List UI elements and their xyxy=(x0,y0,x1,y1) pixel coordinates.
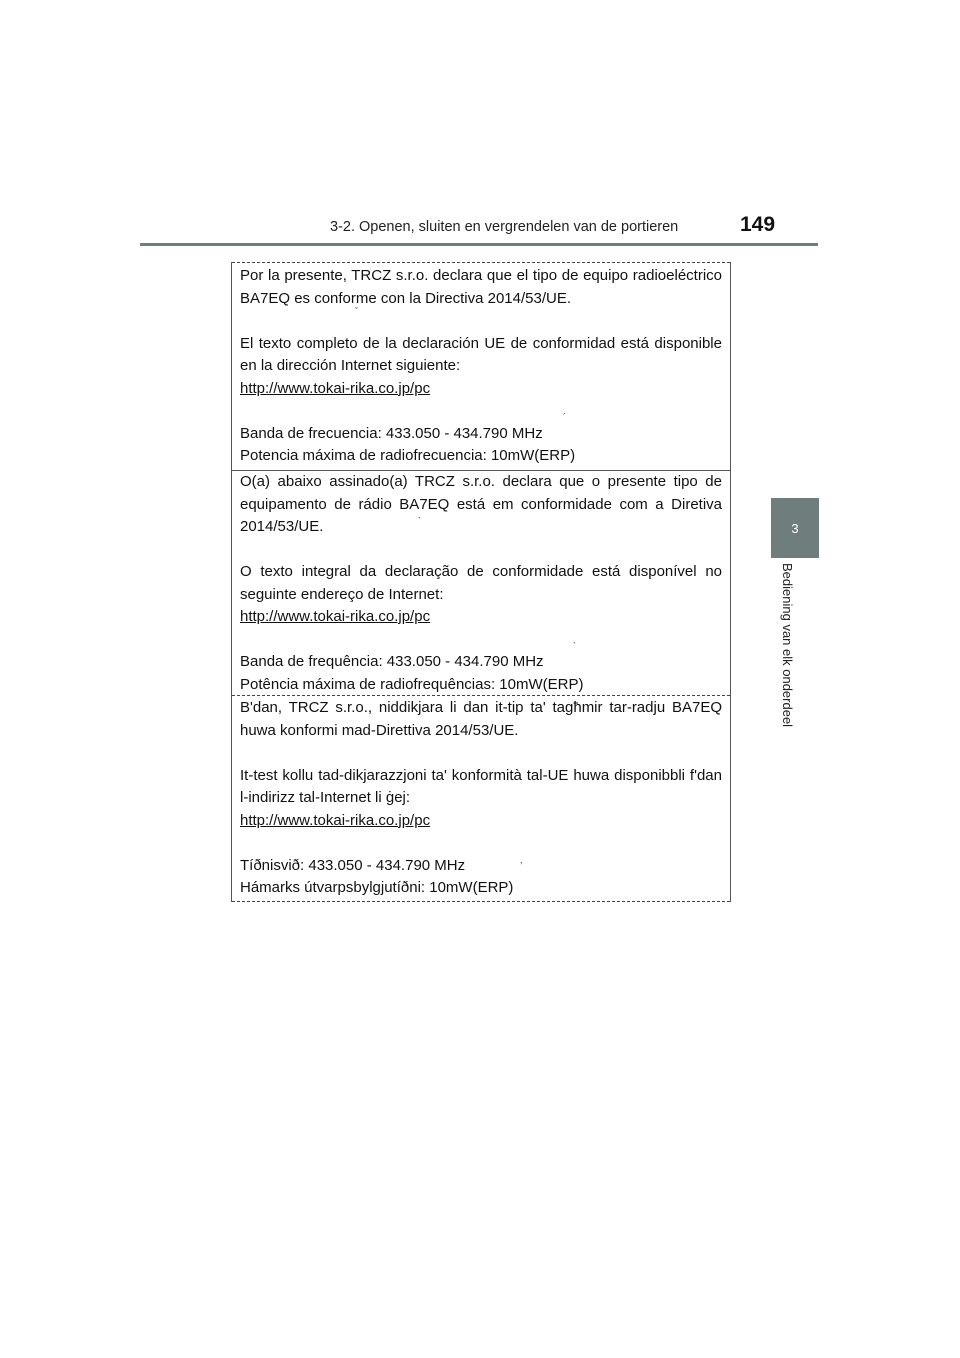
declaration-text: B'dan, TRCZ s.r.o., niddikjara li dan it-tip ta' tagħmir tar-radju BA7EQ huwa konformi mad-Direttiva 2014/53/UE. xyxy=(240,699,722,739)
specs-paragraph xyxy=(240,651,722,696)
box-bottom-border xyxy=(232,901,730,902)
specs-paragraph xyxy=(240,855,722,900)
chapter-tab xyxy=(771,498,819,558)
power-text: Hámarks útvarpsbylgjutíðni: 10mW(ERP) xyxy=(240,879,514,896)
availability-text: It-test kollu tad-dikjarazzjoni ta' konformità tal-UE huwa disponibbli f'dan l-indirizz tal-Internet li ġej: xyxy=(240,766,722,806)
declaration-url[interactable]: http://www.tokai-rika.co.jp/pc xyxy=(240,608,431,625)
specs-paragraph xyxy=(240,423,722,468)
availability-text: El texto completo de la declaración UE de conformidad está disponible en la dirección Internet siguiente: xyxy=(240,334,722,374)
availability-paragraph xyxy=(240,561,722,629)
scan-mark: ` xyxy=(418,516,421,526)
header-divider xyxy=(140,243,818,246)
scan-mark: ` xyxy=(573,641,576,651)
notice-section-maltese-icelandic xyxy=(232,694,730,903)
declaration-url[interactable]: http://www.tokai-rika.co.jp/pc xyxy=(240,379,431,397)
scan-mark: ´ xyxy=(563,412,566,422)
availability-paragraph xyxy=(240,333,722,401)
availability-text: O texto integral da declaração de conformidade está disponível no seguinte endereço de Internet: xyxy=(240,563,722,603)
conformity-notice-box xyxy=(231,262,731,902)
power-text: Potência máxima de radiofrequências: 10mW(ERP) xyxy=(240,675,584,693)
availability-paragraph xyxy=(240,765,722,833)
section-header-title: 3-2. Openen, sluiten en vergrendelen van de portieren xyxy=(330,219,679,235)
declaration-url[interactable]: http://www.tokai-rika.co.jp/pc xyxy=(240,811,431,829)
declaration-text: Por la presente, TRCZ s.r.o. declara que el tipo de equipo radioeléctrico BA7EQ es conforme con la Directiva 2014/53/UE. xyxy=(240,267,722,307)
scan-mark: , xyxy=(520,855,523,865)
frequency-text: Tíðnisvið: 433.050 - 434.790 MHz xyxy=(240,856,466,874)
frequency-text: Banda de frecuencia: 433.050 - 434.790 MHz xyxy=(240,424,543,442)
declaration-text: O(a) abaixo assinado(a) TRCZ s.r.o. declara que o presente tipo de equipamento de rádio BA7EQ está em conformidade com a Diretiva 2014/53/UE. xyxy=(240,473,722,535)
notice-section-portuguese xyxy=(232,468,730,696)
power-text: Potencia máxima de radiofrecuencia: 10mW(ERP) xyxy=(240,447,576,464)
page-number: 149 xyxy=(740,213,776,236)
frequency-text: Banda de frequência: 433.050 - 434.790 MHz xyxy=(240,653,544,670)
notice-section-spanish xyxy=(232,262,730,471)
scan-mark: ˇ xyxy=(355,306,358,316)
chapter-label: Bediening van elk onderdeel xyxy=(780,563,795,728)
chapter-number: 3 xyxy=(791,520,799,536)
